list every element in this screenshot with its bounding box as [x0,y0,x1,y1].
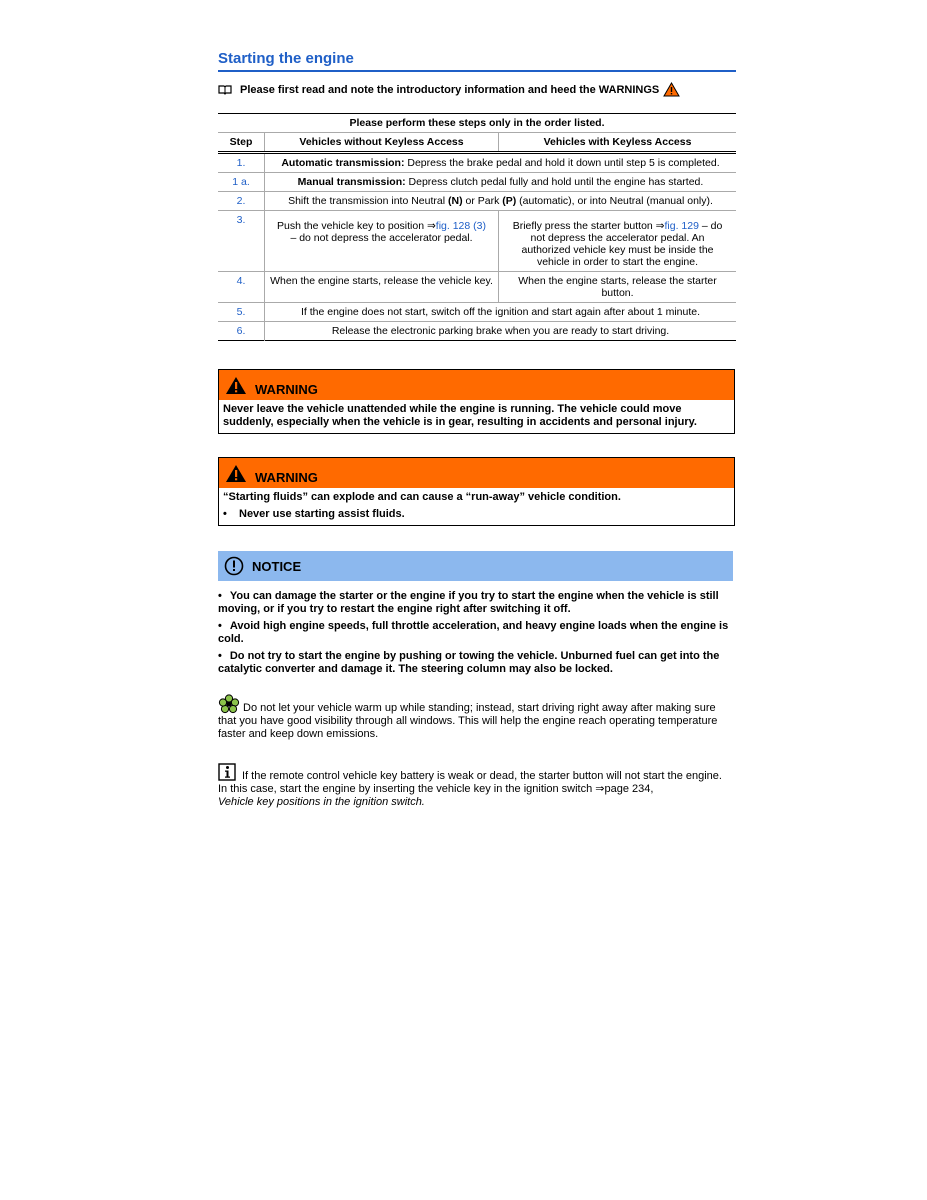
list-item: • You can damage the starter or the engine if you try to start the engine when the vehicle is still moving, or if you try to restart the engine right after switching it off. [218,590,719,615]
info-note-text: If the remote control vehicle key battery is weak or dead, the starter button will not start the engine. In this case, start the engine by inserting the vehicle key in the ignition switch ⇒page 234, [218,770,722,795]
column-header-without-keyless: Vehicles without Keyless Access [265,133,499,153]
column-header-step: Step [218,133,265,153]
step-number: 1. [218,153,265,173]
document-page [218,50,736,809]
step-text: Shift the transmission into Neutral (N) or Park (P) (automatic), or into Neutral (manual only). [265,192,737,211]
table-caption: Please perform these steps only in the order listed. [218,114,736,133]
warning-body [219,488,734,525]
info-icon [218,763,236,781]
list-item: • Do not try to start the engine by pushing or towing the vehicle. Unburned fuel can get into the catalytic converter and damage it. The steering column may also be locked. [218,650,720,675]
figure-link[interactable]: fig. 129 [664,220,699,232]
step-number: 4. [218,272,265,303]
bullet-icon: • [223,508,227,520]
book-icon [218,85,232,95]
environment-note [218,694,733,741]
bullet-icon: • [218,620,222,632]
table-row [218,303,736,322]
step-text-without-keyless: When the engine starts, release the vehicle key. [265,272,499,303]
step-number: 6. [218,322,265,341]
step-number: 2. [218,192,265,211]
step-number: 1 a. [218,173,265,192]
notice-list [218,590,733,676]
step-number: 5. [218,303,265,322]
warning-header [219,458,734,488]
list-item: • Avoid high engine speeds, full throttle acceleration, and heavy engine loads when the engine is cold. [218,620,729,645]
table-row [218,192,736,211]
page-reference-link[interactable]: Vehicle key positions in the ignition switch. [218,796,425,808]
intro-text: Please first read and note the introductory information and heed the WARNINGS [240,83,660,96]
warning-triangle-icon [225,376,247,395]
bullet-icon: • [218,650,222,662]
step-text: Manual transmission: Depress clutch pedal fully and hold until the engine has started. [265,173,737,192]
page-title: Starting the engine [218,50,736,72]
step-number: 3. [218,211,265,272]
warning-box-2 [218,457,735,526]
notice-label: NOTICE [252,558,302,574]
notice-header [218,551,733,581]
step-text-without-keyless: Push the vehicle key to position ⇒fig. 128 (3) – do not depress the accelerator pedal. [265,211,499,272]
step-text-with-keyless: When the engine starts, release the starter button. [499,272,737,303]
intro-line [218,82,736,97]
flower-environment-icon [218,694,240,714]
step-text: If the engine does not start, switch off the ignition and start again after about 1 minute. [265,303,737,322]
warning-label: WARNING [255,470,318,485]
table-row [218,211,736,272]
exclamation-circle-icon [224,556,244,576]
column-header-with-keyless: Vehicles with Keyless Access [499,133,737,153]
warning-bullet [223,508,730,521]
info-note [218,763,733,809]
table-row [218,173,736,192]
steps-table [218,113,736,341]
bullet-icon: • [218,590,222,602]
warning-text: Never leave the vehicle unattended while the engine is running. The vehicle could move suddenly, especially when the vehicle is in gear, resulting in accidents and personal injury. [223,403,697,428]
warning-triangle-icon [663,82,680,97]
figure-link[interactable]: fig. 128 (3) [435,220,486,232]
step-text-with-keyless: Briefly press the starter button ⇒fig. 129 – do not depress the accelerator pedal. An authorized vehicle key must be inside the vehicle in order to start the engine. [499,211,737,272]
table-row [218,322,736,341]
warning-triangle-icon [225,464,247,483]
table-row [218,153,736,173]
step-text: Automatic transmission: Depress the brake pedal and hold it down until step 5 is completed. [265,153,737,173]
warning-label: WARNING [255,382,318,397]
table-row [218,272,736,303]
step-text: Release the electronic parking brake when you are ready to start driving. [265,322,737,341]
environment-note-text: Do not let your vehicle warm up while standing; instead, start driving right away after making sure that you have good visibility through all windows. This will help the engine reach operating temperature faster and keep down emissions. [218,702,718,740]
warning-bullet-text: Never use starting assist fluids. [239,508,405,520]
warning-header [219,370,734,400]
warning-text: “Starting fluids” can explode and can cause a “run-away” vehicle condition. [223,491,621,503]
warning-box-1 [218,369,735,434]
